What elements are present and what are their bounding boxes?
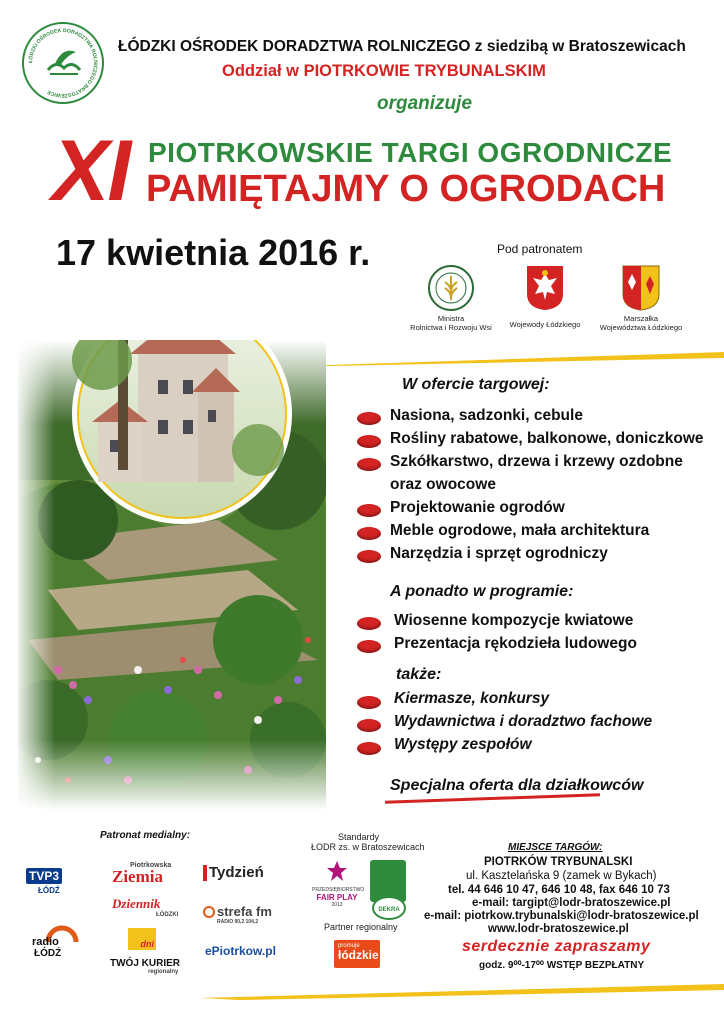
program-item: Wiosenne kompozycje kwiatowe [394,612,634,629]
fairplay-year: 2013 [331,902,343,908]
offer-item: Projektowanie ogrodów [390,499,565,516]
edition-number: XI [52,123,130,219]
partner-label: Partner regionalny [324,922,398,932]
patron-voivode [502,264,588,329]
bullet-icon [357,527,381,540]
program-item: Prezentacja rękodzieła ludowego [394,635,637,652]
patron-voivode-line1: Wojewody Łódzkiego [509,320,581,329]
bullet-icon [357,435,381,448]
patron-marshal [594,264,688,332]
organizer-name: ŁÓDZKI OŚRODEK DORADZTWA ROLNICZEGO z siedzibą w Bratoszewicach [118,38,686,55]
organizes-label: organizuje [377,93,473,114]
radio-lodz-logo [30,920,86,964]
radio-text: radio [32,936,59,948]
svg-text:ŁÓDZKI OŚRODEK DORADZTWA ROLNI: ŁÓDZKI OŚRODEK DORADZTWA ROLNICZEGO BRATOSZEWICE [27,27,99,99]
patron-marshal-line2: Województwa Łódzkiego [599,323,683,332]
venue-label: MIEJSCE TARGÓW: [508,842,603,853]
strefa-text: strefa fm [217,904,272,919]
tvp3-text: TVP3 [26,868,62,884]
venue-city: PIOTRKÓW TRYBUNALSKI [484,856,633,868]
logo-ring-text [24,24,102,102]
patron-ministry-line2: Rolnictwa i Rozwoju Wsi [410,323,492,332]
media-label: Patronat medialny: [100,830,191,841]
offer-item: Meble ogrodowe, mała architektura [390,522,650,539]
fair-title: PIOTRKOWSKIE TARGI OGRODNICZE [148,137,673,168]
also-item: Kiermasze, konkursy [394,690,550,707]
welcome-text: serdecznie zapraszamy [462,938,651,955]
lodzkie-promuje: promuje [338,943,360,949]
dekra-text: DEKRA [378,907,400,913]
strefa-sub: RADIO 90,2 104,2 [217,919,259,925]
tydzien-bar-icon [203,865,207,881]
venue-phone: tel. 44 646 10 47, 646 10 48, fax 646 10 73 [448,884,670,896]
ziemia-logo [112,862,171,885]
patron-ministry-line1: Ministra [437,314,465,323]
bullet-icon [357,412,381,425]
bullet-icon [357,719,381,732]
offer-item: Nasiona, sadzonki, cebule [390,407,583,424]
kurier-logo [110,958,180,975]
ziemia-top: Piotrkowska [130,862,172,869]
fairplay-logo [312,860,365,908]
offer-heading: W ofercie targowej: [402,376,550,393]
bullet-icon [357,742,381,755]
standards-label: Standardy [338,832,380,842]
garden-photo [18,340,326,810]
strefa-ring-icon [203,906,215,918]
patron-marshal-line1: Marszałka [623,314,659,323]
organizer-branch: Oddział w PIOTRKOWIE TRYBUNALSKIM [222,62,546,80]
bullet-icon [357,696,381,709]
epiotrkow-logo: ePiotrkow.pl [205,944,276,958]
yellow-stripe-bottom [200,980,724,1000]
ziemia-text: Ziemia [112,867,163,886]
bullet-icon [357,550,381,563]
venue-email-1: e-mail: targipt@lodr-bratoszewice.pl [472,897,671,909]
dekra-logo [372,896,406,920]
offer-item: Szkółkarstwo, drzewa i krzewy ozdobne [390,453,683,470]
kurier-text: TWÓJ KURIER [110,958,180,969]
program-heading: A ponadto w programie: [390,583,574,600]
fair-subtitle: PAMIĘTAJMY O OGRODACH [146,168,666,210]
bullet-icon [357,617,381,630]
voivodeship-shield-icon [621,264,661,312]
lodzkie-logo [334,940,380,968]
venue-www: www.lodr-bratoszewice.pl [488,923,629,935]
event-date: 17 kwietnia 2016 r. [56,232,371,273]
also-item: Wydawnictwa i doradztwo fachowe [394,713,653,730]
yellow-stripe-top [300,350,724,366]
bullet-icon [357,640,381,653]
fairplay-text: FAIR PLAY [316,893,358,902]
tvp3-city: ŁÓDŹ [38,886,60,895]
tydzien-logo [203,864,264,881]
standards-org: ŁODR zs. w Bratoszewicach [311,842,425,852]
strefa-logo [203,904,272,925]
dni-text: dni [140,939,154,949]
dziennik-logo [112,896,178,918]
patronage-label: Pod patronatem [497,242,583,256]
dziennik-text: Dziennik [112,896,161,911]
venue-address: ul. Kasztelańska 9 (zamek w Bykach) [466,870,657,882]
offer-item-continued: oraz owocowe [390,476,496,493]
also-heading: także: [396,666,442,683]
bullet-icon [357,504,381,517]
radio-city: ŁÓDŹ [34,948,62,959]
eagle-emblem-icon [525,264,565,312]
ministry-seal-icon [427,264,475,312]
lodzkie-text: łódzkie [338,948,379,962]
dni-logo [128,928,156,950]
kurier-sub: regionalny [148,969,179,975]
patron-ministry [406,264,496,332]
bullet-icon [357,458,381,471]
special-offer: Specjalna oferta dla działkowców [390,777,644,794]
fairplay-top: PRZEDSIĘBIORSTWO [312,887,365,893]
dziennik-sub: ŁÓDZKI [156,912,179,918]
venue-email-2: e-mail: piotrkow.trybunalski@lodr-bratoszewice.pl [424,910,699,922]
tvp3-logo [26,868,82,895]
opening-hours: godz. 9⁰⁰-17⁰⁰ WSTĘP BEZPŁATNY [479,960,645,971]
offer-item: Rośliny rabatowe, balkonowe, doniczkowe [390,430,704,447]
also-item: Występy zespołów [394,736,532,753]
fairplay-star-icon [326,860,348,882]
tydzien-text: Tydzień [209,864,264,881]
lodr-logo [22,22,104,104]
offer-item: Narzędzia i sprzęt ogrodniczy [390,545,608,562]
